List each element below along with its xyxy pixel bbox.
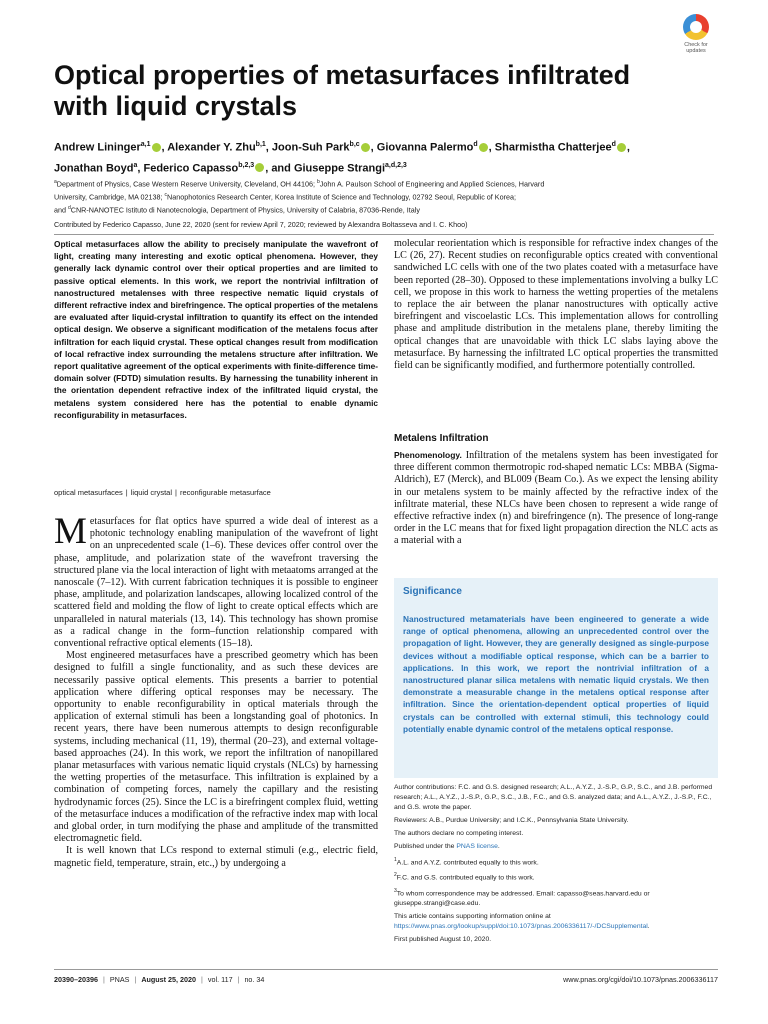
affiliations (54, 177, 714, 216)
orcid-icon[interactable] (152, 143, 161, 152)
keyword-separator: | (175, 488, 177, 497)
author-name: Andrew Lininger (54, 141, 141, 154)
page-range: 20390–20396 (54, 975, 98, 984)
first-published: First published August 10, 2020. (394, 936, 492, 944)
author-separator: , (488, 141, 495, 154)
footer-separator: | (102, 975, 105, 984)
author-affiliation-marker: a,d,2,3 (385, 161, 407, 169)
supporting-info-link[interactable]: https://www.pnas.org/lookup/suppl/doi:10.1073/pnas.2006336117/-/DCSupplemental (394, 923, 648, 931)
keyword: optical metasurfaces (54, 488, 123, 497)
check-for-updates-icon (683, 14, 709, 40)
article-notes (394, 783, 718, 949)
badge-label: Check for updates (684, 42, 708, 54)
affil-text: Nanophotonics Research Center, Korea Institute of Science and Technology, 02792 Seoul, Republic of Korea; (167, 192, 516, 202)
note-text: . (497, 843, 500, 851)
orcid-icon[interactable] (255, 163, 264, 172)
paragraph-text: etasurfaces for flat optics have spurred a wide deal of interest as a photonic technology enabling manipulation of the wavefront of light on an unprecedented scale (1–6). These devices offer control over the phase, amplitude, and polarization state of the wavefront traversing the structured plane via the local interaction of light with metaatoms arranged at the nanoscale (7–12). With current fabrication techniques it is possible to engineer phase, amplitude, and polarization landscapes, allowing localized control of the scattered field and molding the flow of light to create optical effects which are unparalleled in natural materials (13, 14). This technology has shown promise as a radical change in the form–function relationship compared with conventional refractive optical elements (15–18). (54, 516, 378, 650)
significance-box (394, 578, 718, 778)
affil-sup: a (54, 179, 57, 185)
affil-sup: d (68, 204, 71, 211)
significance-title: Significance (403, 586, 462, 597)
author-separator: , (137, 162, 144, 175)
significance-text: Nanostructured metamaterials have been engineered to generate a wide range of optical phenomena, allowing an unprecedented control over the propagation of light. However, they are generally designed as single-purpose devices without a modifiable optical response, which can be a barrier to applications. In this work, we report the nontrivial infiltration of a nanostructured planar silica metalens with nematic liquid crystals. We then demonstrate a measurable change in the metalens optical response after infiltration. Since the orientation-dependent optical properties of liquid crystals can be controlled with external stimuli, this technology could potentially enable dynamic control of the metalens optical response. (403, 614, 709, 734)
author-affiliation-marker: a,1 (140, 141, 151, 148)
author-affiliation-marker: d (611, 141, 616, 148)
author-affiliation-marker: b,2,3 (238, 161, 255, 169)
orcid-icon[interactable] (361, 143, 370, 152)
footer-citation (54, 975, 264, 984)
author-name: Giovanna Palermo (376, 141, 474, 154)
license-note (394, 842, 718, 852)
author-name: Giuseppe Strangi (293, 162, 386, 175)
paragraph-text: Infiltration of the metalens system has been investigated for three different common thermotropic rod-shaped nematic LCs: MBBA (Sigma-Aldrich), E7 (Merck), and BL009 (Beam Co.). As we expect the lensing ability in our metalens system to be mainly affected by the refractive index of the infiltrate material, these NLCs have been chosen to represent a wide range of effective refractive index (n) and birefringence (n). The presence of long-range order in the LC means that for fixed light propagation direction the NLC acts as a material with a (394, 450, 718, 547)
note-text: To whom correspondence may be addressed. Email: capasso@seas.harvard.edu or giuseppe.strangi@case.edu. (394, 890, 650, 907)
affil-text: and (54, 205, 68, 215)
abstract: Optical metasurfaces allow the ability to precisely manipulate the wavefront of light, creating many interesting and exotic optical phenomena. However, they generally lack dynamic control over their optical properties and are limited to passive optical elements. In this work, we report the nontrivial infiltration of nanostructured metalenses with three respective nematic liquid crystals of different refractive index and birefringence. The optical properties of the metalens are evaluated after liquid-crystal infiltration to quantify its effect on the intended optical design. We observe a significant modification of the metalens focus after infiltration for each liquid crystal. These optical changes result from modification of local refractive index surrounding the metalens structure after infiltration. We report qualitative agreement of the optical experiments with finite-difference time-domain solver (FDTD) simulation results. By harnessing the tunability inherent in the orientation dependent refractive index of the infiltrated liquid crystal, the metalens system considered here has the potential to enable dynamic reconfigurability in metasurfaces. (54, 239, 378, 420)
keyword-separator: | (125, 488, 128, 497)
author-separator: , (370, 141, 377, 154)
reviewers: Reviewers: A.B., Purdue University; and I.C.K., Pennsylvania State University. (394, 816, 629, 824)
footnote-1 (394, 856, 718, 868)
footer-separator: | (237, 975, 240, 984)
author-name: Joon-Suh Park (271, 141, 350, 154)
author-name: Sharmistha Chatterjee (494, 141, 612, 154)
runin-heading: Phenomenology. (394, 450, 462, 460)
orcid-icon[interactable] (617, 143, 626, 152)
keywords (54, 488, 378, 497)
intro-paragraph (54, 511, 378, 650)
header-divider (54, 234, 714, 235)
supporting-info (394, 912, 718, 932)
footer-divider (54, 969, 718, 970)
keyword: reconfigurable metasurface (179, 488, 271, 497)
doi-url[interactable]: www.pnas.org/cgi/doi/10.1073/pnas.2006336117 (563, 975, 718, 984)
issue-date: August 25, 2020 (141, 975, 197, 984)
author-name: Alexander Y. Zhu (167, 141, 256, 154)
author-contributions: Author contributions: F.C. and G.S. designed research; A.L., A.Y.Z., J.-S.P., G.P., S.C., and J.B. performed research; A.L., A.Y.Z., J.-S.P., G.P., S.C., J.B., F.C., and G.S. analyzed data; and A.L., A.Y.Z., J.-S.P., F.C., and G.S. wrote the paper. (394, 784, 713, 811)
author-affiliation-marker: d (473, 141, 478, 148)
author-separator: , (265, 141, 272, 154)
author-separator: , (626, 141, 630, 154)
intro-text (54, 511, 378, 870)
note-text: This article contains supporting information online at (394, 913, 551, 921)
volume: vol. 117 (207, 975, 233, 984)
author-separator: , and (265, 162, 294, 175)
section-heading: Metalens Infiltration (394, 433, 489, 444)
footnote-marker: 2 (394, 872, 397, 879)
right-column-paragraph: molecular reorientation which is responsible for refractive index changes of the LC (26, 27). Recent studies on reconfigurable optics created with conventional sandwiched LC cells with one of the two plates coated with a metasurface have been reported (28–30). Opposed to these implementations involving a bulky LC cell, we propose in this work to harness the wetting properties of the metalens to replace the air between the planar nanostructures with optically active birefringent and viscoelastic LCs. This implementation allows for controlling phase and amplitude distribution in the metalens plane, thereby limiting the optical changes that are unavoidable with thick LC slabs laying above the metasurface. By harnessing the infiltrated LC optical properties the transmitted field can be significantly modified, and furthermore potentially controlled. (394, 238, 718, 372)
drop-cap: M (54, 511, 87, 552)
author-affiliation-marker: b,1 (255, 141, 266, 148)
footer-separator: | (134, 975, 137, 984)
check-for-updates-badge[interactable] (676, 14, 716, 58)
competing-interest: The authors declare no competing interest. (394, 830, 524, 838)
contributed-line: Contributed by Federico Capasso, June 22, 2020 (sent for review April 7, 2020; reviewed by Alexandra Boltasseva and I. C. Khoo) (54, 220, 468, 229)
affil-sup: b (316, 179, 320, 185)
footnote-marker: 3 (394, 887, 397, 894)
note-text: F.C. and G.S. contributed equally to this work. (396, 874, 535, 882)
phenomenology-paragraph (394, 449, 718, 548)
orcid-icon[interactable] (479, 143, 488, 152)
affil-sup: c (164, 191, 168, 198)
affil-text: University, Cambridge, MA 02138; (54, 192, 165, 202)
keyword: liquid crystal (130, 488, 173, 497)
footer-separator: | (201, 975, 203, 984)
author-affiliation-marker: a (133, 161, 138, 169)
footnote-marker: 1 (394, 856, 397, 863)
footnote-3 (394, 887, 718, 909)
author-affiliation-marker: b,c (349, 141, 360, 148)
affil-text: Department of Physics, Case Western Reserve University, Cleveland, OH 44106; (56, 179, 317, 189)
note-text: Published under the (394, 843, 457, 851)
author-separator: , (161, 141, 168, 154)
footnote-2 (394, 871, 718, 883)
journal-name: PNAS (109, 975, 130, 984)
note-text: . (647, 923, 650, 931)
author-list (54, 136, 714, 177)
author-name: Jonathan Boyd (54, 162, 134, 175)
issue-number: no. 34 (244, 975, 265, 984)
intro-paragraph: It is well known that LCs respond to external stimuli (e.g., electric field, magnetic field, temperature, strain, etc.,) by undergoing a (54, 845, 378, 869)
article-title: Optical properties of metasurfaces infiltrated with liquid crystals (54, 60, 631, 121)
affil-text: John A. Paulson School of Engineering and Applied Sciences, Harvard (319, 179, 545, 189)
note-text: A.L. and A.Y.Z. contributed equally to this work. (396, 859, 539, 867)
license-link[interactable]: PNAS license (456, 843, 498, 851)
intro-paragraph: Most engineered metasurfaces have a prescribed geometry which has been designed to fulfill a single functionality, and as such these devices are necessarily passive optical elements. This presents a barrier to potential application where differing optical responses may be necessary. The opportunity to enable reconfigurability in optical materials through the application of external stimuli has been a longstanding goal of photonics. In recent years, there have been numerous attempts to design reconfigurable systems, including mechanical (11, 19), thermal (20–23), and external voltage-based approaches (24). In this work, we report the infiltration of nanopillared planar metasurfaces with various nematic liquid crystals (NLCs) by harnessing the wetting properties of the metasurface. This infiltration is explained by a combination of competing forces, namely the capillary and the resisting hydrodynamic forces (25). Since the LC is a birefringent complex fluid, wetting of the metasurface induces a modification of the refractive index map with local and global order, in turn modifying the phase and amplitude of the transmitted electromagnetic field. (54, 650, 378, 845)
author-name: Federico Capasso (143, 162, 239, 175)
affil-text: CNR-NANOTEC Istituto di Nanotecnologia, Department of Physics, University of Calabria, 87036-Rende, Italy (70, 205, 420, 215)
